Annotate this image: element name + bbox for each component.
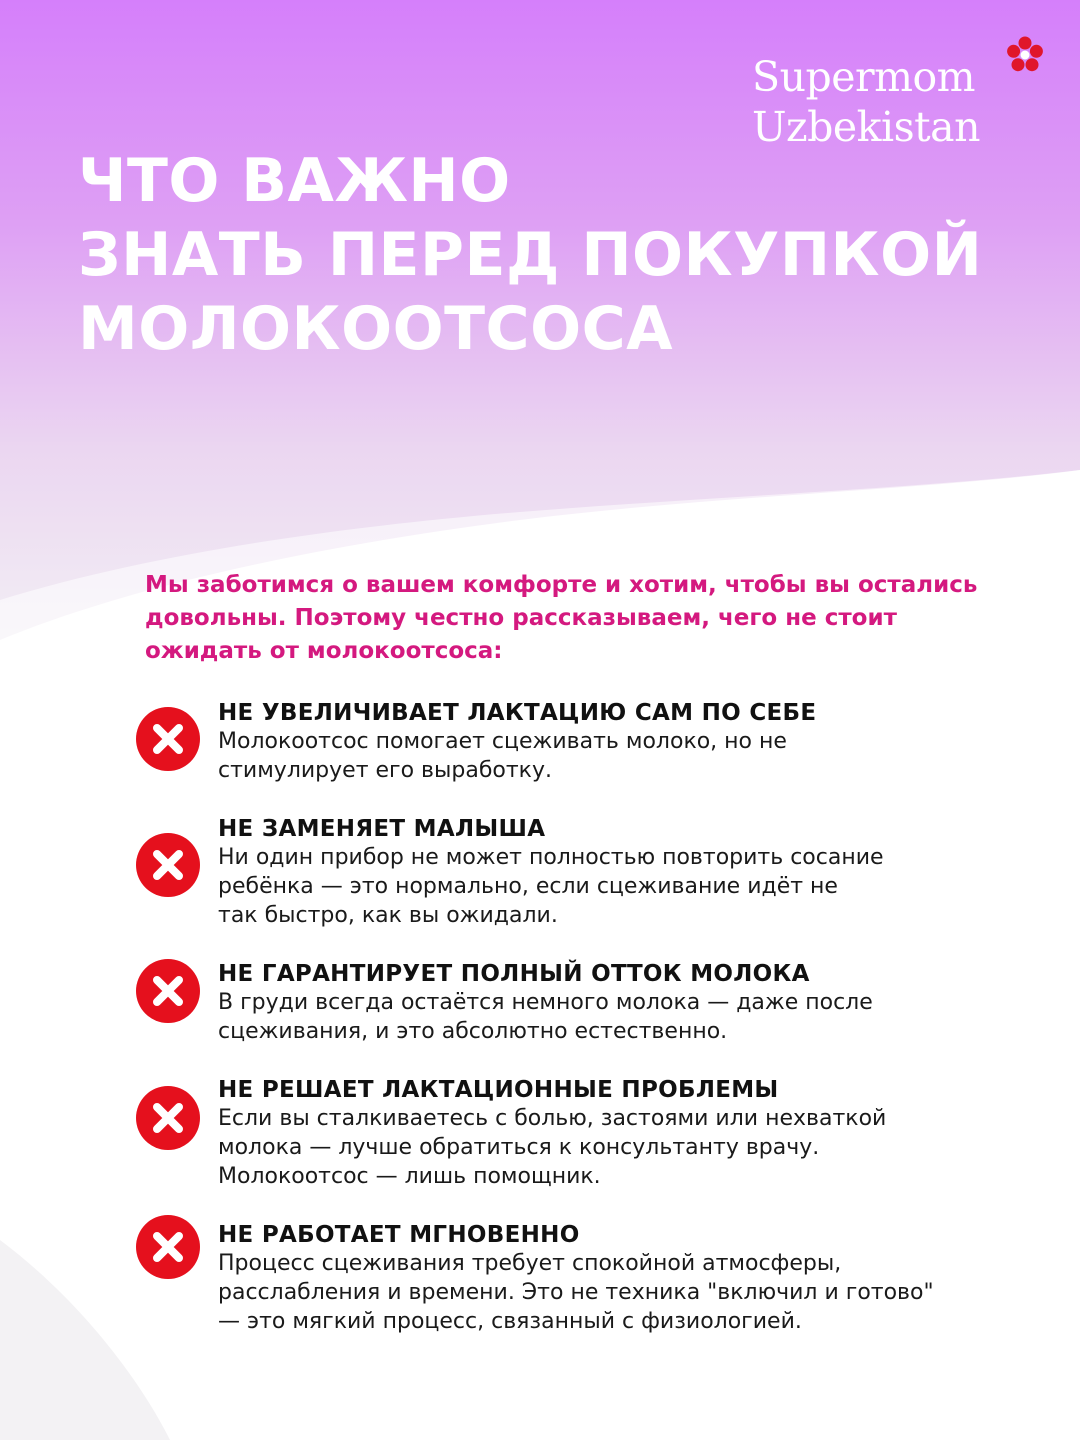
description-line: расслабления и времени. Это не техника "включил и готово" bbox=[218, 1280, 934, 1305]
item-description bbox=[218, 843, 884, 930]
brand-logo bbox=[752, 52, 980, 152]
item-description bbox=[218, 988, 873, 1046]
x-circle-icon bbox=[136, 1086, 200, 1150]
description-line: молока — лучше обратиться к консультанту врачу. bbox=[218, 1135, 820, 1160]
description-line: Молокоотсос помогает сцеживать молоко, но не bbox=[218, 729, 787, 754]
x-circle-icon bbox=[136, 707, 200, 771]
brand-name-line2: Uzbekistan bbox=[752, 103, 980, 151]
description-line: — это мягкий процесс, связанный с физиологией. bbox=[218, 1309, 802, 1334]
intro-line: Мы заботимся о вашем комфорте и хотим, чтобы вы остались bbox=[145, 572, 978, 598]
flower-icon bbox=[1004, 34, 1046, 76]
description-line: Ни один прибор не может полностью повторить сосание bbox=[218, 845, 884, 870]
x-circle-icon bbox=[136, 1215, 200, 1279]
intro-line: ожидать от молокоотсоса: bbox=[145, 638, 503, 664]
description-line: так быстро, как вы ожидали. bbox=[218, 903, 558, 928]
description-line: В груди всегда остаётся немного молока — даже после bbox=[218, 990, 873, 1015]
intro-line: довольны. Поэтому честно рассказываем, чего не стоит bbox=[145, 605, 897, 631]
item-description bbox=[218, 1249, 934, 1336]
description-line: Молокоотсос — лишь помощник. bbox=[218, 1164, 601, 1189]
title-line: ЧТО ВАЖНО bbox=[78, 146, 511, 216]
item-description bbox=[218, 1104, 886, 1191]
item-description bbox=[218, 727, 787, 785]
description-line: Процесс сцеживания требует спокойной атмосферы, bbox=[218, 1251, 842, 1276]
intro-text bbox=[145, 569, 1025, 668]
x-circle-icon bbox=[136, 833, 200, 897]
brand-name-line1: Supermom bbox=[752, 53, 976, 101]
item-heading: НЕ РЕШАЕТ ЛАКТАЦИОННЫЕ ПРОБЛЕМЫ bbox=[218, 1077, 779, 1103]
title-line: МОЛОКООТСОСА bbox=[78, 294, 674, 364]
page-title bbox=[78, 144, 1058, 366]
description-line: стимулирует его выработку. bbox=[218, 758, 552, 783]
description-line: ребёнка — это нормально, если сцеживание идёт не bbox=[218, 874, 838, 899]
item-heading: НЕ ЗАМЕНЯЕТ МАЛЫША bbox=[218, 816, 546, 842]
item-heading: НЕ ГАРАНТИРУЕТ ПОЛНЫЙ ОТТОК МОЛОКА bbox=[218, 961, 810, 987]
description-line: сцеживания, и это абсолютно естественно. bbox=[218, 1019, 728, 1044]
description-line: Если вы сталкиваетесь с болью, застоями или нехваткой bbox=[218, 1106, 887, 1131]
x-circle-icon bbox=[136, 959, 200, 1023]
title-line: ЗНАТЬ ПЕРЕД ПОКУПКОЙ bbox=[78, 220, 983, 290]
item-heading: НЕ РАБОТАЕТ МГНОВЕННО bbox=[218, 1222, 580, 1248]
item-heading: НЕ УВЕЛИЧИВАЕТ ЛАКТАЦИЮ САМ ПО СЕБЕ bbox=[218, 700, 817, 726]
